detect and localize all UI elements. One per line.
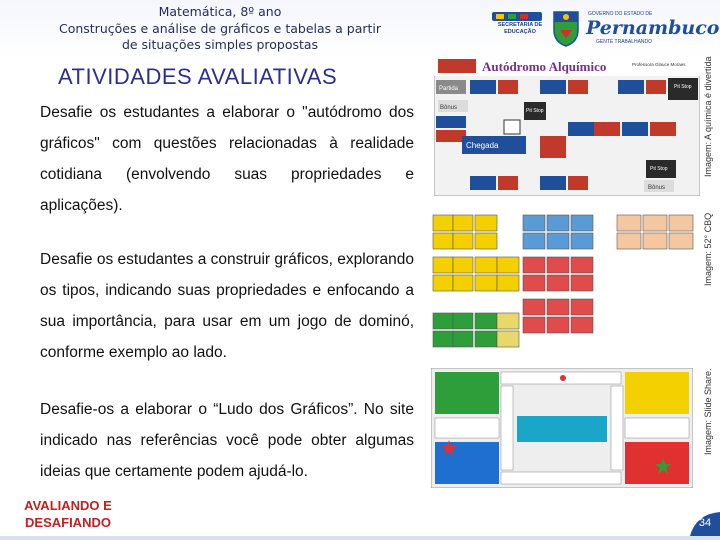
domino-cards-image xyxy=(431,213,697,351)
word-envolvendo: (envolvendo xyxy=(125,166,211,183)
autodromo-board-image xyxy=(434,56,700,196)
word-propriedades: propriedades xyxy=(290,166,382,183)
footer-divider xyxy=(0,536,720,540)
word-cotidiana: cotidiana xyxy=(40,166,103,183)
secretaria-logo xyxy=(486,8,548,48)
secretaria-text: SECRETARIA DE EDUCAÇÃO xyxy=(497,22,543,35)
image-credit-domino: Imagem: 52° CBQ xyxy=(703,213,713,287)
brand-tagline: GENTE TRABALHANDO xyxy=(596,39,653,45)
avaliando-line1: AVALIANDO E xyxy=(24,498,112,513)
board-pitstop-1: Pit Stop xyxy=(674,84,692,90)
word-suas: suas xyxy=(234,166,268,183)
board-professor: Professora Glauce Moraes xyxy=(632,62,686,67)
board-chegada: Chegada xyxy=(466,141,499,150)
board-title: Autódromo Alquímico xyxy=(482,59,607,74)
government-logos xyxy=(486,8,720,48)
board-pitstop-2: Pit Stop xyxy=(526,108,544,114)
pernambuco-brand xyxy=(586,8,720,48)
image-credit-ludo: Imagem: Slide Share. xyxy=(703,368,713,455)
lesson-title-line2: Construções e análise de gráficos e tabelas a partir xyxy=(58,20,382,36)
paragraph-autodromo xyxy=(40,97,414,221)
brand-name: Pernambuco xyxy=(586,17,720,39)
page-number: 34 xyxy=(698,517,712,529)
board-bonus-2: Bônus xyxy=(648,185,666,191)
board-pitstop-3: Pit Stop xyxy=(650,166,668,172)
lesson-title-line3: de situações simples propostas xyxy=(121,37,319,52)
ludo-board-image xyxy=(431,368,693,488)
section-title: ATIVIDADES AVALIATIVAS xyxy=(58,64,338,89)
state-crest-icon xyxy=(550,8,582,48)
board-partida: Partida xyxy=(439,86,459,92)
board-bonus-1: Bônus xyxy=(440,105,458,111)
paragraph-autodromo-text: Desafie os estudantes a elaborar o "autódromo dos gráficos" com questões relacionadas à realidade xyxy=(40,104,414,152)
lesson-title-line1: Matemática, 8º ano xyxy=(158,4,282,19)
header-bar xyxy=(0,0,720,58)
paragraph-domino: Desafie os estudantes a construir gráficos, explorando os tipos, indicando suas propriedades e enfocando a sua importância, para usar em um jogo de dominó, conforme exemplo ao lado. xyxy=(40,251,414,361)
brand-subtitle: GOVERNO DO ESTADO DE xyxy=(588,11,653,17)
paragraph-autodromo-last: aplicações). xyxy=(40,197,123,214)
avaliando-line2: DESAFIANDO xyxy=(25,515,111,530)
paragraph-ludo: Desafie-os a elaborar o “Ludo dos Gráficos”. No site indicado nas referências você pode obter algumas ideias que certamente podem ajudá-lo. xyxy=(40,401,414,480)
paragraph-autodromo-line3 xyxy=(40,159,414,190)
lesson-title xyxy=(40,4,400,54)
image-credit-autodromo: Imagem: A química é divertida xyxy=(703,56,713,177)
avaliando-desafiando-label xyxy=(18,497,118,531)
word-e: e xyxy=(405,166,414,183)
